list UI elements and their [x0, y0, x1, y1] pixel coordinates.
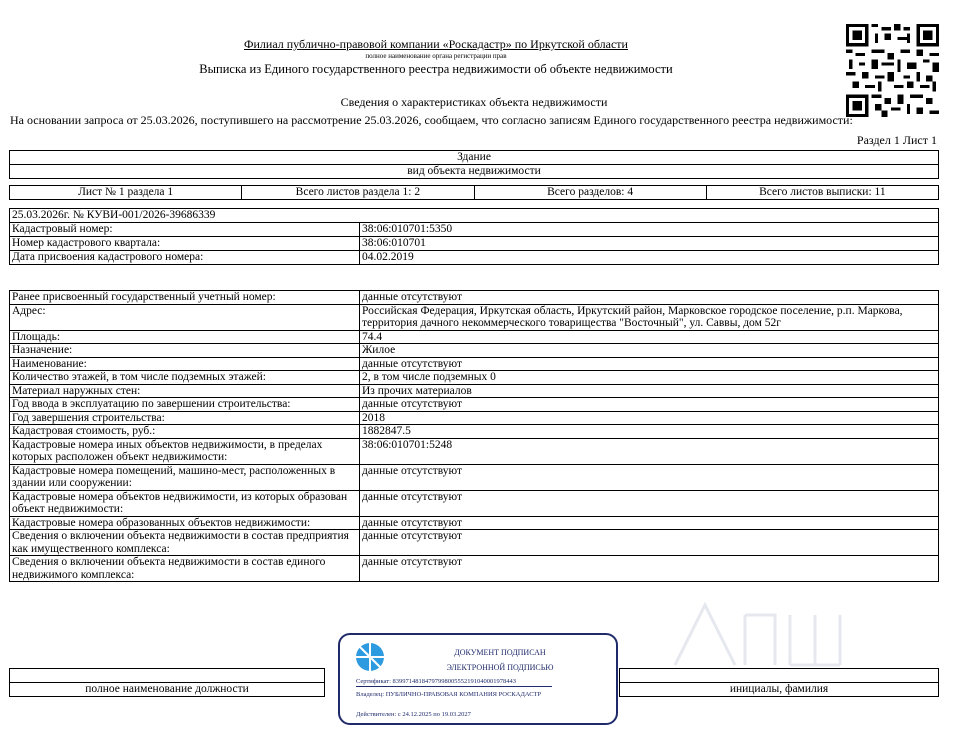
- row-label: Номер кадастрового квартала:: [10, 237, 360, 251]
- stamp-certificate: Сертификат: 8399714818479799800555219104000197844З: [356, 678, 517, 685]
- stamp-divider: [356, 686, 552, 687]
- stamp-owner: Владелец: ПУБЛИЧНО-ПРАВОВАЯ КОМПАНИЯ РОСКАДАСТР: [356, 691, 542, 698]
- row-label: Кадастровые номера образованных объектов недвижимости:: [10, 516, 360, 530]
- row-value: данные отсутствуют: [360, 516, 939, 530]
- table-row: [10, 556, 939, 582]
- row-value: данные отсутствуют: [360, 464, 939, 490]
- table-row: [10, 304, 939, 330]
- sheet-number: Лист № 1 раздела 1: [10, 186, 242, 200]
- table-row: [10, 384, 939, 398]
- row-label: Назначение:: [10, 344, 360, 358]
- row-value: 2, в том числе подземных 0: [360, 371, 939, 385]
- organization-name: Филиал публично-правовой компании «Роскадастр» по Иркутской области: [244, 37, 628, 51]
- row-value: данные отсутствуют: [360, 530, 939, 556]
- table-row: [10, 291, 939, 305]
- row-label: Ранее присвоенный государственный учетный номер:: [10, 291, 360, 305]
- row-label: Адрес:: [10, 304, 360, 330]
- table-row: [10, 516, 939, 530]
- table-row: [10, 344, 939, 358]
- row-value: 74.4: [360, 330, 939, 344]
- object-type: Здание: [10, 151, 939, 165]
- stamp-title-line2: ЭЛЕКТРОННОЙ ПОДПИСЬЮ: [446, 663, 554, 672]
- row-label: Кадастровая стоимость, руб.:: [10, 425, 360, 439]
- total-sections: Всего разделов: 4: [474, 186, 706, 200]
- row-label: Кадастровые номера иных объектов недвижимости, в пределах которых расположен объект недвижимости:: [10, 438, 360, 464]
- row-label: Кадастровые номера помещений, машино-мест, расположенных в здании или сооружении:: [10, 464, 360, 490]
- row-value: 2018: [360, 411, 939, 425]
- organization-note: полное наименование органа регистрации прав: [365, 52, 507, 60]
- row-value: 38:06:010701:5248: [360, 438, 939, 464]
- table-row: [10, 411, 939, 425]
- object-type-table: [9, 150, 939, 179]
- row-value: 38:06:010701:5350: [360, 223, 939, 237]
- roskadastr-logo-icon: [354, 639, 394, 675]
- table-row: [10, 357, 939, 371]
- table-row: [10, 425, 939, 439]
- row-label: Сведения о включении объекта недвижимости в состав предприятия как имущественного комплекса:: [10, 530, 360, 556]
- total-sheets-extract: Всего листов выписки: 11: [706, 186, 938, 200]
- row-value: данные отсутствуют: [360, 291, 939, 305]
- row-label: Кадастровые номера объектов недвижимости, из которых образован объект недвижимости:: [10, 490, 360, 516]
- row-value: Из прочих материалов: [360, 384, 939, 398]
- position-caption: полное наименование должности: [10, 683, 325, 697]
- row-value: данные отсутствуют: [360, 490, 939, 516]
- table-row: [10, 330, 939, 344]
- name-blank: [620, 669, 939, 683]
- table-row: [10, 438, 939, 464]
- row-label: Наименование:: [10, 357, 360, 371]
- row-value: 04.02.2019: [360, 251, 939, 265]
- table-row: [10, 398, 939, 412]
- row-value: данные отсутствуют: [360, 556, 939, 582]
- position-blank: [10, 669, 325, 683]
- row-label: Год завершения строительства:: [10, 411, 360, 425]
- table-row: [10, 371, 939, 385]
- row-label: Материал наружных стен:: [10, 384, 360, 398]
- watermark-logo-icon: [665, 595, 865, 675]
- info-title: Сведения о характеристиках объекта недвижимости: [340, 95, 608, 109]
- electronic-signature-stamp: [338, 633, 618, 725]
- row-value: данные отсутствуют: [360, 398, 939, 412]
- table-row: [10, 490, 939, 516]
- table-row: [10, 237, 939, 251]
- row-value: 38:06:010701: [360, 237, 939, 251]
- record-date-number: 25.03.2026г. № КУВИ-001/2026-39686339: [10, 209, 939, 223]
- table-row: [10, 464, 939, 490]
- row-label: Площадь:: [10, 330, 360, 344]
- row-value: данные отсутствуют: [360, 357, 939, 371]
- row-label: Дата присвоения кадастрового номера:: [10, 251, 360, 265]
- row-label: Сведения о включении объекта недвижимости в состав единого недвижимого комплекса:: [10, 556, 360, 582]
- extract-title: Выписка из Единого государственного реестра недвижимости об объекте недвижимости: [199, 62, 673, 76]
- row-label: Кадастровый номер:: [10, 223, 360, 237]
- row-value: Российская Федерация, Иркутская область, Иркутский район, Марковское городское поселение, р.п. Маркова, территория дачного некоммерческого товарищества "Восточный", ул. Саввы, дом 52г: [360, 304, 939, 330]
- row-label: Количество этажей, в том числе подземных этажей:: [10, 371, 360, 385]
- table-row: [10, 251, 939, 265]
- row-value: Жилое: [360, 344, 939, 358]
- request-basis-text: На основании запроса от 25.03.2026, поступившего на рассмотрение 25.03.2026, сообщаем, что согласно записям Единого государственного реестра недвижимости:: [10, 113, 853, 127]
- object-type-caption: вид объекта недвижимости: [10, 165, 939, 179]
- section-sheet-label: Раздел 1 Лист 1: [856, 133, 937, 147]
- row-label: Год ввода в эксплуатацию по завершении строительства:: [10, 398, 360, 412]
- table-row: [10, 223, 939, 237]
- stamp-validity: Действителен: с 24.12.2025 по 19.03.2027: [356, 711, 471, 718]
- record-table: [9, 208, 939, 265]
- name-caption: инициалы, фамилия: [620, 683, 939, 697]
- sheet-info-table: [9, 185, 939, 200]
- row-value: 1882847.5: [360, 425, 939, 439]
- total-sheets-section: Всего листов раздела 1: 2: [242, 186, 474, 200]
- stamp-title-line1: ДОКУМЕНТ ПОДПИСАН: [454, 648, 546, 657]
- table-row: [10, 530, 939, 556]
- details-table: [9, 290, 939, 582]
